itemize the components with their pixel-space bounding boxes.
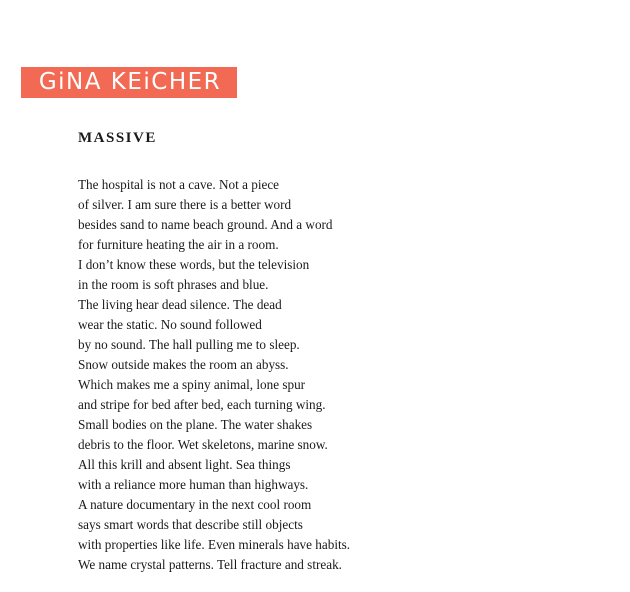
poem-line: wear the static. No sound followed <box>78 317 262 332</box>
poem-line: with properties like life. Even minerals have habits. <box>78 537 351 552</box>
poem-body <box>78 175 350 575</box>
poem-line: The hospital is not a cave. Not a piece <box>78 177 280 192</box>
poem-line: with a reliance more human than highways. <box>78 477 309 492</box>
poem-line: I don’t know these words, but the television <box>78 257 310 272</box>
site-logo[interactable]: GiNA KEiCHER <box>21 67 237 98</box>
poem-line: in the room is soft phrases and blue. <box>78 277 269 292</box>
poem-line: besides sand to name beach ground. And a word <box>78 217 333 232</box>
poem-title: MASSIVE <box>78 130 157 146</box>
poem-line: Small bodies on the plane. The water shakes <box>78 417 313 432</box>
poem-line: A nature documentary in the next cool room <box>78 497 312 512</box>
poem-line: The living hear dead silence. The dead <box>78 297 282 312</box>
poem-line: All this krill and absent light. Sea things <box>78 457 291 472</box>
poem-line: by no sound. The hall pulling me to sleep. <box>78 337 300 352</box>
poem-line: debris to the floor. Wet skeletons, marine snow. <box>78 437 328 452</box>
poem-line: says smart words that describe still objects <box>78 517 303 532</box>
poem-line: and stripe for bed after bed, each turning wing. <box>78 397 326 412</box>
poem-line: for furniture heating the air in a room. <box>78 237 279 252</box>
poem-line: of silver. I am sure there is a better word <box>78 197 292 212</box>
poem-line: We name crystal patterns. Tell fracture and streak. <box>78 557 342 572</box>
poem-line: Which makes me a spiny animal, lone spur <box>78 377 306 392</box>
poem-line: Snow outside makes the room an abyss. <box>78 357 289 372</box>
